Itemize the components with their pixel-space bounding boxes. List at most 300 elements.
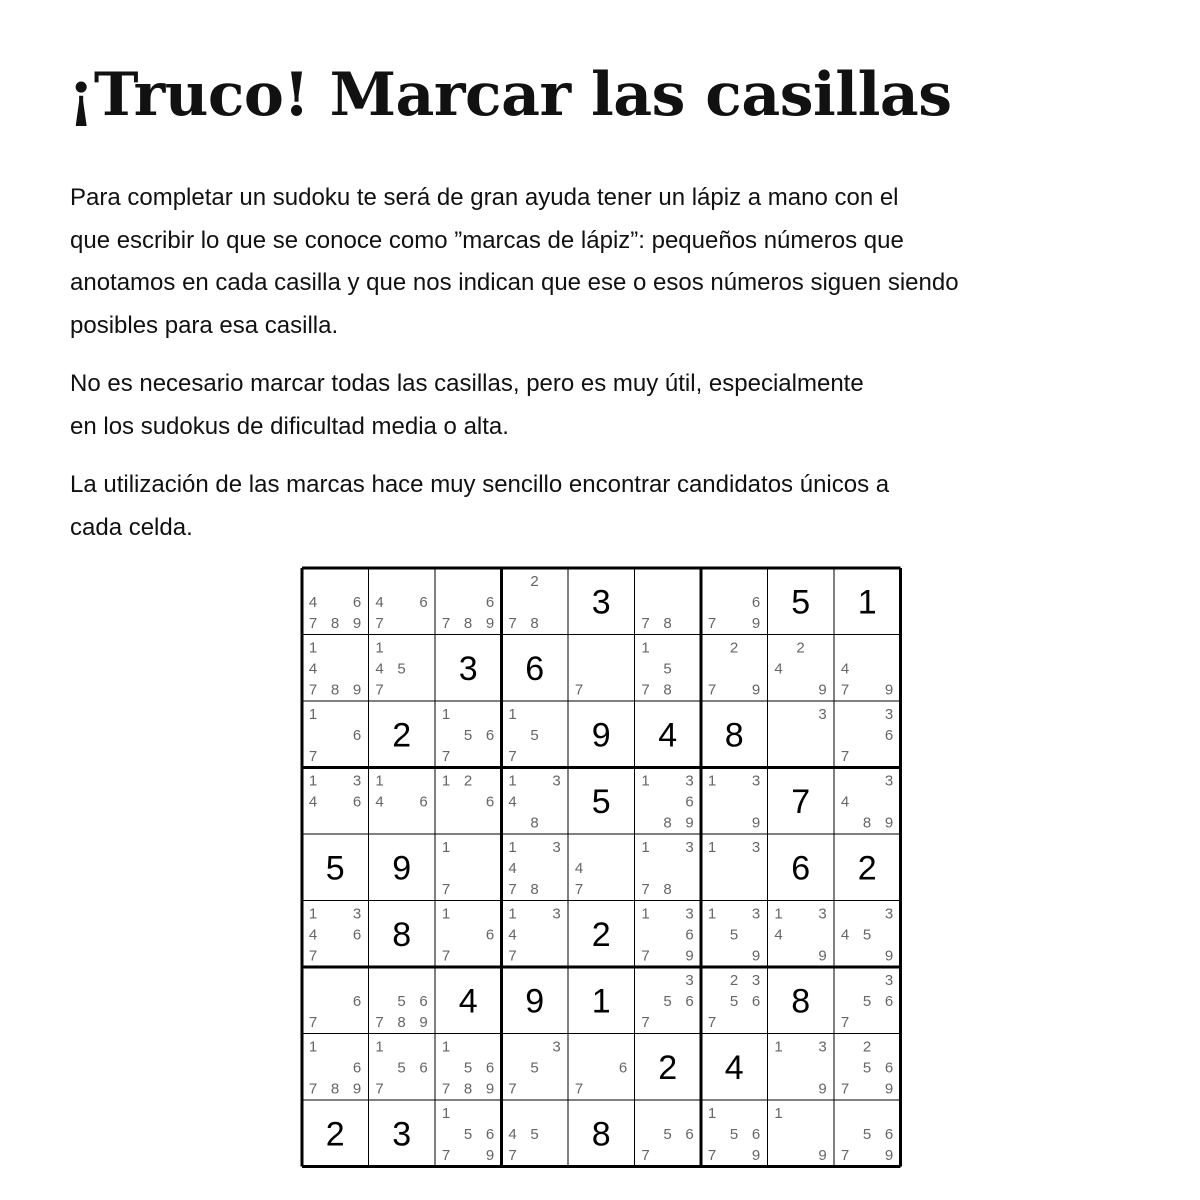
pencil-mark: 7 [840, 681, 850, 699]
paragraph-line: anotamos en cada casilla y que nos indican que ese o esos números siguen siendo [70, 269, 959, 296]
instructions [70, 177, 1145, 565]
sudoku-cell[interactable] [635, 768, 702, 835]
pencil-mark: 8 [530, 814, 539, 832]
pencil-mark: 3 [352, 905, 362, 923]
pencil-mark: 6 [419, 793, 428, 811]
pencil-mark: 7 [707, 1014, 717, 1031]
sudoku-cell[interactable] [701, 568, 768, 635]
pencil-mark: 7 [308, 947, 318, 965]
pencil-mark: 5 [663, 660, 672, 678]
pencil-mark: 3 [685, 839, 694, 856]
pencil-mark: 1 [707, 1105, 717, 1122]
pencil-mark: 3 [884, 972, 894, 989]
sudoku-cell[interactable] [302, 568, 369, 635]
pencil-mark: 3 [685, 772, 694, 790]
sudoku-cell[interactable] [435, 1034, 502, 1101]
pencil-mark: 1 [308, 706, 318, 723]
pencil-mark: 1 [308, 1038, 318, 1056]
pencil-mark: 8 [463, 615, 473, 632]
pencil-mark: 9 [751, 814, 761, 832]
pencil-mark: 9 [419, 1014, 428, 1031]
sudoku-cell[interactable] [635, 701, 702, 768]
pencil-mark: 1 [774, 905, 783, 923]
given-digit: 2 [392, 716, 412, 755]
pencil-mark: 8 [330, 681, 340, 699]
pencil-mark: 9 [884, 1147, 894, 1164]
pencil-mark: 1 [641, 772, 650, 790]
sudoku-grid [300, 566, 902, 1168]
pencil-mark: 1 [441, 1105, 451, 1122]
pencil-mark: 5 [530, 727, 539, 744]
sudoku-cell[interactable] [369, 834, 436, 901]
sudoku-cell[interactable] [435, 1100, 502, 1167]
pencil-mark: 7 [641, 1147, 650, 1164]
pencil-mark: 6 [751, 993, 761, 1010]
sudoku-cell[interactable] [701, 1100, 768, 1167]
pencil-mark: 6 [352, 594, 362, 611]
pencil-mark: 9 [751, 1147, 761, 1164]
pencil-mark: 3 [884, 772, 894, 790]
pencil-mark: 7 [308, 748, 318, 765]
sudoku-cell[interactable] [502, 768, 569, 835]
pencil-mark: 5 [862, 1059, 872, 1077]
sudoku-cell[interactable] [369, 1100, 436, 1167]
pencil-mark: 3 [751, 839, 761, 856]
pencil-mark: 1 [441, 1038, 451, 1056]
sudoku-cell[interactable] [768, 967, 835, 1034]
sudoku-cell[interactable] [435, 834, 502, 901]
sudoku-cell[interactable] [435, 701, 502, 768]
sudoku-cell[interactable] [302, 967, 369, 1034]
pencil-mark: 8 [663, 681, 672, 699]
pencil-mark: 6 [884, 727, 894, 744]
given-digit: 4 [458, 982, 478, 1021]
pencil-mark: 1 [441, 706, 451, 723]
pencil-mark: 9 [884, 1080, 894, 1098]
sudoku-cell[interactable] [302, 701, 369, 768]
pencil-mark: 1 [774, 1105, 783, 1122]
pencil-mark: 7 [707, 615, 717, 632]
pencil-mark: 3 [751, 905, 761, 923]
given-digit: 9 [591, 716, 611, 755]
sudoku-cell[interactable] [768, 1034, 835, 1101]
sudoku-cell[interactable] [834, 768, 901, 835]
sudoku-cell[interactable] [568, 568, 635, 635]
sudoku-cell[interactable] [369, 768, 436, 835]
pencil-mark: 5 [862, 993, 872, 1010]
pencil-mark: 7 [441, 615, 451, 632]
pencil-mark: 3 [552, 905, 561, 923]
pencil-mark: 6 [685, 793, 694, 811]
pencil-mark: 7 [441, 947, 451, 965]
pencil-mark: 6 [419, 1059, 428, 1077]
pencil-mark: 7 [840, 1014, 850, 1031]
paragraph-line: No es necesario marcar todas las casillas, pero es muy útil, especialmente [70, 370, 864, 397]
sudoku-cell[interactable] [502, 834, 569, 901]
sudoku-cell[interactable] [369, 568, 436, 635]
pencil-mark: 6 [352, 993, 362, 1010]
sudoku-cell[interactable] [302, 1034, 369, 1101]
sudoku-cell[interactable] [369, 635, 436, 702]
pencil-mark: 6 [685, 926, 694, 944]
sudoku-cell[interactable] [502, 568, 569, 635]
pencil-mark: 1 [308, 639, 318, 657]
pencil-mark: 5 [463, 727, 473, 744]
pencil-mark: 4 [508, 860, 517, 877]
pencil-mark: 7 [308, 681, 318, 699]
sudoku-cell[interactable] [502, 701, 569, 768]
pencil-mark: 9 [352, 681, 362, 699]
pencil-mark: 8 [663, 814, 672, 832]
sudoku-cell[interactable] [302, 1100, 369, 1167]
paragraph-line: en los sudokus de dificultad media o alta. [70, 412, 509, 440]
sudoku-cell[interactable] [502, 901, 569, 968]
pencil-mark: 6 [685, 993, 694, 1010]
pencil-mark: 7 [641, 947, 650, 965]
paragraph-1 [70, 177, 1145, 347]
pencil-mark: 1 [707, 772, 717, 790]
pencil-mark: 7 [308, 1014, 318, 1031]
given-digit: 8 [724, 716, 744, 755]
pencil-mark: 4 [308, 793, 318, 811]
pencil-mark: 1 [641, 839, 650, 856]
pencil-mark: 5 [729, 1126, 739, 1143]
pencil-mark: 9 [884, 681, 894, 699]
pencil-mark: 9 [751, 681, 761, 699]
sudoku-cell[interactable] [369, 901, 436, 968]
pencil-mark: 7 [441, 1147, 451, 1164]
pencil-mark: 4 [508, 926, 517, 944]
given-digit: 9 [525, 982, 545, 1021]
given-digit: 8 [392, 915, 412, 954]
pencil-mark: 3 [751, 972, 761, 989]
pencil-mark: 8 [463, 1080, 473, 1098]
pencil-mark: 7 [574, 681, 584, 699]
pencil-mark: 8 [330, 1080, 340, 1098]
pencil-mark: 1 [308, 772, 318, 790]
pencil-mark: 7 [508, 1080, 517, 1098]
pencil-mark: 9 [818, 1147, 827, 1164]
pencil-mark: 6 [884, 1126, 894, 1143]
pencil-mark: 6 [485, 1126, 495, 1143]
pencil-mark: 6 [485, 1059, 495, 1077]
pencil-mark: 7 [840, 1147, 850, 1164]
pencil-mark: 7 [441, 881, 451, 898]
pencil-mark: 1 [375, 1038, 384, 1056]
page-title: ¡Truco! Marcar las casillas [68, 60, 952, 130]
sudoku-cell[interactable] [635, 967, 702, 1034]
sudoku-cell[interactable] [568, 901, 635, 968]
sudoku-cell[interactable] [834, 1034, 901, 1101]
pencil-mark: 4 [375, 660, 384, 678]
pencil-mark: 2 [530, 573, 539, 590]
sudoku-cell[interactable] [834, 901, 901, 968]
pencil-mark: 5 [862, 926, 872, 944]
pencil-mark: 7 [641, 615, 650, 632]
paragraph-3 [70, 464, 1145, 549]
pencil-mark: 4 [774, 660, 783, 678]
given-digit: 6 [791, 849, 811, 888]
pencil-mark: 7 [641, 681, 650, 699]
pencil-mark: 8 [330, 615, 340, 632]
pencil-mark: 1 [375, 772, 384, 790]
sudoku-cell[interactable] [635, 568, 702, 635]
paragraph-2 [70, 363, 1145, 448]
sudoku-cell[interactable] [701, 967, 768, 1034]
pencil-mark: 6 [419, 594, 428, 611]
pencil-mark: 7 [840, 1080, 850, 1098]
pencil-mark: 6 [485, 727, 495, 744]
pencil-mark: 2 [796, 639, 805, 657]
pencil-mark: 8 [397, 1014, 406, 1031]
given-digit: 3 [392, 1115, 412, 1154]
pencil-mark: 7 [508, 881, 517, 898]
pencil-mark: 6 [352, 793, 362, 811]
pencil-mark: 4 [375, 793, 384, 811]
pencil-mark: 9 [685, 814, 694, 832]
sudoku-cell[interactable] [635, 901, 702, 968]
sudoku-cell[interactable] [834, 635, 901, 702]
sudoku-cell[interactable] [834, 701, 901, 768]
pencil-mark: 1 [508, 772, 517, 790]
pencil-mark: 9 [685, 947, 694, 965]
pencil-mark: 7 [707, 681, 717, 699]
pencil-mark: 1 [441, 905, 451, 923]
pencil-mark: 6 [352, 926, 362, 944]
sudoku-cell[interactable] [768, 768, 835, 835]
given-digit: 1 [591, 982, 611, 1021]
pencil-mark: 6 [352, 1059, 362, 1077]
sudoku-board [300, 566, 902, 1168]
pencil-mark: 3 [884, 905, 894, 923]
sudoku-cell[interactable] [701, 768, 768, 835]
sudoku-cell[interactable] [635, 635, 702, 702]
sudoku-cell[interactable] [768, 834, 835, 901]
sudoku-cell[interactable] [502, 967, 569, 1034]
sudoku-cell[interactable] [435, 768, 502, 835]
sudoku-cell[interactable] [701, 1034, 768, 1101]
sudoku-cell[interactable] [369, 1034, 436, 1101]
pencil-mark: 9 [884, 814, 894, 832]
pencil-mark: 6 [751, 1126, 761, 1143]
sudoku-cell[interactable] [768, 901, 835, 968]
pencil-mark: 9 [751, 615, 761, 632]
sudoku-cell[interactable] [568, 834, 635, 901]
pencil-mark: 7 [375, 615, 384, 632]
pencil-mark: 5 [862, 1126, 872, 1143]
sudoku-cell[interactable] [435, 901, 502, 968]
given-digit: 2 [325, 1115, 345, 1154]
pencil-mark: 1 [774, 1038, 783, 1056]
pencil-mark: 3 [818, 1038, 827, 1056]
pencil-mark: 9 [485, 1080, 495, 1098]
pencil-mark: 7 [840, 748, 850, 765]
pencil-mark: 4 [840, 793, 850, 811]
pencil-mark: 5 [530, 1126, 539, 1143]
pencil-mark: 3 [818, 905, 827, 923]
given-digit: 3 [591, 583, 611, 622]
pencil-mark: 6 [419, 993, 428, 1010]
pencil-mark: 7 [508, 1147, 517, 1164]
pencil-mark: 3 [884, 706, 894, 723]
given-digit: 6 [525, 649, 545, 688]
sudoku-cell[interactable] [302, 834, 369, 901]
sudoku-cell[interactable] [568, 1100, 635, 1167]
sudoku-cell[interactable] [568, 701, 635, 768]
pencil-mark: 3 [552, 1038, 561, 1056]
sudoku-cell[interactable] [502, 635, 569, 702]
paragraph-line: Para completar un sudoku te será de gran ayuda tener un lápiz a mano con el [70, 184, 899, 211]
pencil-mark: 6 [352, 727, 362, 744]
pencil-mark: 4 [308, 660, 318, 678]
sudoku-cell[interactable] [369, 701, 436, 768]
pencil-mark: 2 [862, 1038, 872, 1056]
sudoku-cell[interactable] [635, 1100, 702, 1167]
sudoku-cell[interactable] [302, 635, 369, 702]
sudoku-cell[interactable] [834, 1100, 901, 1167]
sudoku-cell[interactable] [768, 635, 835, 702]
pencil-mark: 7 [508, 748, 517, 765]
pencil-mark: 8 [663, 615, 672, 632]
given-digit: 4 [724, 1048, 744, 1087]
sudoku-cell[interactable] [369, 967, 436, 1034]
pencil-mark: 1 [308, 905, 318, 923]
pencil-mark: 3 [751, 772, 761, 790]
pencil-mark: 6 [485, 594, 495, 611]
pencil-mark: 1 [508, 706, 517, 723]
pencil-mark: 1 [441, 839, 451, 856]
given-digit: 9 [392, 849, 412, 888]
pencil-mark: 9 [818, 1080, 827, 1098]
pencil-mark: 4 [774, 926, 783, 944]
sudoku-cell[interactable] [302, 768, 369, 835]
sudoku-cell[interactable] [568, 768, 635, 835]
pencil-mark: 3 [685, 972, 694, 989]
pencil-mark: 4 [508, 793, 517, 811]
pencil-mark: 8 [862, 814, 872, 832]
given-digit: 2 [658, 1048, 678, 1087]
pencil-mark: 2 [729, 639, 739, 657]
pencil-mark: 1 [375, 639, 384, 657]
pencil-mark: 7 [375, 681, 384, 699]
pencil-mark: 2 [463, 772, 473, 790]
sudoku-cell[interactable] [435, 568, 502, 635]
sudoku-cell[interactable] [502, 1034, 569, 1101]
pencil-mark: 3 [685, 905, 694, 923]
pencil-mark: 6 [485, 926, 495, 944]
given-digit: 8 [791, 982, 811, 1021]
pencil-mark: 4 [375, 594, 384, 611]
pencil-mark: 7 [375, 1014, 384, 1031]
pencil-mark: 5 [729, 926, 739, 944]
sudoku-cell[interactable] [435, 967, 502, 1034]
pencil-mark: 9 [352, 1080, 362, 1098]
pencil-mark: 7 [308, 1080, 318, 1098]
pencil-mark: 1 [707, 905, 717, 923]
given-digit: 2 [591, 915, 611, 954]
given-digit: 1 [857, 583, 877, 622]
pencil-mark: 5 [397, 660, 406, 678]
sudoku-cell[interactable] [701, 701, 768, 768]
pencil-mark: 5 [663, 1126, 672, 1143]
pencil-mark: 5 [663, 993, 672, 1010]
pencil-mark: 5 [530, 1059, 539, 1077]
given-digit: 8 [591, 1115, 611, 1154]
pencil-mark: 1 [508, 839, 517, 856]
pencil-mark: 6 [884, 993, 894, 1010]
pencil-mark: 1 [508, 905, 517, 923]
sudoku-cell[interactable] [302, 901, 369, 968]
paragraph-line: cada celda. [70, 513, 193, 541]
pencil-mark: 7 [308, 615, 318, 632]
pencil-mark: 7 [508, 615, 517, 632]
given-digit: 5 [591, 782, 611, 821]
sudoku-cell[interactable] [768, 568, 835, 635]
pencil-mark: 6 [751, 594, 761, 611]
paragraph-line: que escribir lo que se conoce como ”marcas de lápiz”: pequeños números que [70, 226, 904, 254]
pencil-mark: 5 [729, 993, 739, 1010]
sudoku-cell[interactable] [701, 901, 768, 968]
pencil-mark: 7 [441, 748, 451, 765]
pencil-mark: 4 [508, 1126, 517, 1143]
sudoku-cell[interactable] [568, 967, 635, 1034]
sudoku-cell[interactable] [502, 1100, 569, 1167]
paragraph-line: La utilización de las marcas hace muy sencillo encontrar candidatos únicos a [70, 471, 890, 498]
pencil-mark: 7 [574, 1080, 584, 1098]
pencil-mark: 6 [884, 1059, 894, 1077]
pencil-mark: 3 [552, 839, 561, 856]
pencil-mark: 1 [641, 639, 650, 657]
pencil-mark: 2 [729, 972, 739, 989]
sudoku-cell[interactable] [435, 635, 502, 702]
sudoku-cell[interactable] [768, 1100, 835, 1167]
pencil-mark: 8 [530, 615, 539, 632]
pencil-mark: 6 [485, 793, 495, 811]
given-digit: 4 [658, 716, 678, 755]
pencil-mark: 9 [352, 615, 362, 632]
given-digit: 5 [791, 583, 811, 622]
pencil-mark: 9 [818, 947, 827, 965]
pencil-mark: 7 [574, 881, 584, 898]
paragraph-line: posibles para esa casilla. [70, 311, 339, 339]
pencil-mark: 3 [552, 772, 561, 790]
pencil-mark: 7 [641, 1014, 650, 1031]
sudoku-cell[interactable] [635, 834, 702, 901]
sudoku-cell[interactable] [701, 635, 768, 702]
pencil-mark: 1 [441, 772, 451, 790]
pencil-mark: 1 [641, 905, 650, 923]
given-digit: 7 [791, 782, 811, 821]
pencil-mark: 7 [441, 1080, 451, 1098]
pencil-mark: 9 [884, 947, 894, 965]
pencil-mark: 7 [707, 1147, 717, 1164]
sudoku-cell[interactable] [834, 967, 901, 1034]
given-digit: 3 [458, 649, 478, 688]
sudoku-cell[interactable] [834, 834, 901, 901]
pencil-mark: 7 [375, 1080, 384, 1098]
sudoku-cell[interactable] [635, 1034, 702, 1101]
sudoku-cell[interactable] [701, 834, 768, 901]
pencil-mark: 9 [818, 681, 827, 699]
sudoku-cell[interactable] [568, 635, 635, 702]
pencil-mark: 9 [485, 1147, 495, 1164]
sudoku-cell[interactable] [834, 568, 901, 635]
sudoku-cell[interactable] [568, 1034, 635, 1101]
given-digit: 5 [325, 849, 345, 888]
pencil-mark: 4 [840, 926, 850, 944]
pencil-mark: 9 [485, 615, 495, 632]
sudoku-cell[interactable] [768, 701, 835, 768]
